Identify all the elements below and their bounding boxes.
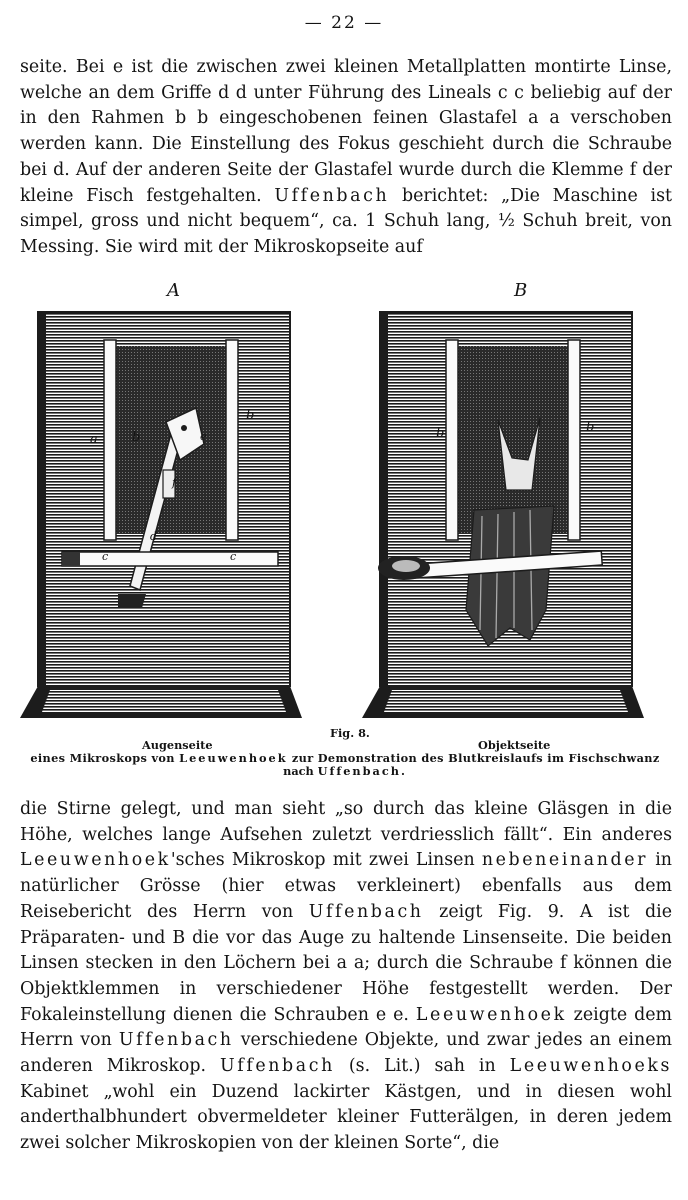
label-f: f — [172, 476, 177, 489]
label-b-left: b — [132, 430, 141, 445]
author-name: Leeuwenhoek — [20, 850, 171, 871]
caption-credit — [20, 764, 670, 778]
text-run: seite. Bei e ist die zwischen zwei kleinen Metallplatten montirte Linse, welche an dem Griffe d d unter Führung des Lineals c c beliebig auf der in den Rahmen b b eingeschobenen feinen Glastafel a a verschoben werden kann. Die Einstellung des Fokus geschieht durch die Schraube bei d. Auf der anderen Seite der Glastafel wurde durch die Klemme f der kleine Fisch festgehalten. — [20, 57, 672, 206]
text-run: Kabinet „wohl ein Duzend lackirter Kästgen, und in diesen wohl anderthalbhundert obvermeldeter kleiner Futterälgen, in deren jedem zwei solcher Mikroskopien von der kleinen Sorte“, die — [20, 1081, 672, 1154]
bottom-paragraph — [20, 797, 672, 1157]
label-d: d — [150, 530, 158, 543]
figure-8 — [20, 280, 670, 720]
label-b-left-b: b — [436, 426, 445, 441]
caption-left-label: Augenseite — [142, 738, 213, 752]
author-name: Leeuwenhoeks — [509, 1056, 673, 1077]
text-run: 'sches Mikroskop mit zwei Linsen — [170, 850, 482, 871]
text-run: die Stirne gelegt, und man sieht „so durch das kleine Gläsgen in die Höhe, welches lange Aufsehen zuletzt verdriesslich fällt“. Ein anderes — [20, 799, 672, 845]
author-name: Uffenbach — [220, 1056, 335, 1077]
panel-b-letter: B — [514, 280, 528, 301]
text-run: zeigte dem Herrn von — [20, 1004, 672, 1051]
author-name: Uffenbach — [118, 1030, 234, 1051]
label-c-right: c — [230, 550, 237, 563]
author-name: Uffenbach — [274, 185, 390, 206]
emphasis: nebeneinander — [481, 850, 649, 871]
caption-credit-name: Uffenbach. — [317, 764, 407, 778]
caption-credit-prefix: nach — [283, 764, 318, 778]
caption-text: zur Demonstration des Blutkreislaufs im Fischschwanz — [287, 751, 660, 765]
caption-text: eines Mikroskops von — [30, 751, 180, 765]
caption-right-label: Objektseite — [478, 738, 551, 752]
author-name: Uffenbach — [308, 901, 424, 922]
panel-a-illustration — [20, 310, 302, 720]
text-run: berichtet: „Die Maschine ist simpel, gross und nicht bequem“, ca. 1 Schuh lang, ½ Schuh breit, von Messing. Sie wird mit der Mikroskopseite auf — [20, 185, 672, 257]
top-paragraph — [20, 55, 672, 261]
text-run: in natürlicher Grösse (hier etwas verkleinert) ebenfalls aus dem Reisebericht des Herrn von — [20, 850, 672, 922]
label-b-right: b — [246, 408, 255, 423]
label-c-left: c — [102, 550, 109, 563]
caption-line — [20, 751, 670, 765]
author-name: Leeuwenhoek — [415, 1004, 567, 1025]
figure-number: Fig. 8. — [330, 726, 370, 740]
text-run: verschiedene Objekte, und zwar jedes an einem anderen Mikroskop. — [20, 1030, 672, 1077]
panel-b-illustration — [362, 310, 644, 720]
label-a: a — [90, 432, 98, 447]
text-run: zeigt Fig. 9. A ist die Präparaten- und B die vor das Auge zu haltende Linsenseite. Die beiden Linsen stecken in den Löchern bei a a; durch die Schraube f können die Objektklemmen in verschiedener Höhe festgestellt werden. Der Fokaleinstellung dienen die Schrauben e e. — [20, 901, 672, 1025]
text-run: (s. Lit.) sah in — [334, 1056, 510, 1077]
figure-caption — [20, 726, 670, 786]
label-b-right-b: b — [586, 420, 595, 435]
caption-author: Leeuwenhoek — [179, 751, 288, 765]
page-number: — 22 — — [304, 13, 384, 33]
panel-a-letter: A — [167, 280, 180, 301]
label-e: e — [200, 430, 207, 443]
